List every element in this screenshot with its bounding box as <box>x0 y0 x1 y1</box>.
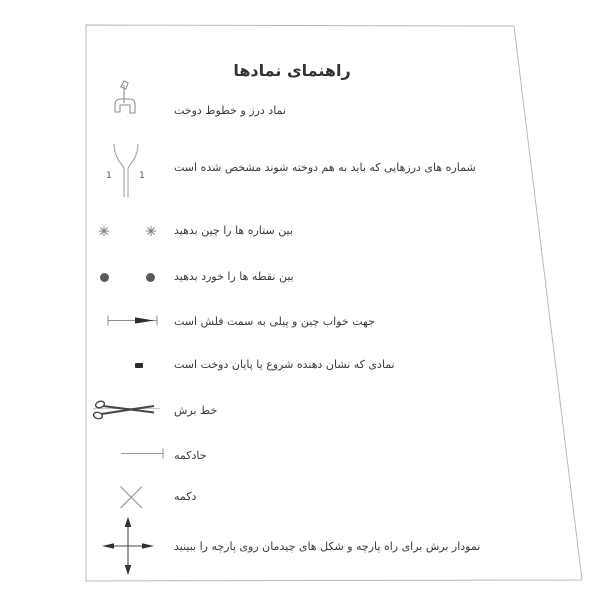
star-icon <box>145 225 157 237</box>
seam-number-left: 1 <box>106 171 112 181</box>
direction-arrow-icon <box>105 314 161 328</box>
star-icon <box>98 225 110 237</box>
legend-label-seam-numbers: شماره های درزهایی که باید به هم دوخته شوند مشخص شده است <box>174 161 476 174</box>
legend-label-grainline: نمودار برش برای راه پارچه و شکل های چیدمان روی پارچه را ببینید <box>174 540 481 553</box>
scissors-icon <box>90 398 164 424</box>
stitch-endpoint-icon <box>135 363 143 368</box>
grainline-cross-icon <box>100 516 156 578</box>
legend-label-cut-line: خط برش <box>174 404 218 417</box>
page-title: راهنمای نمادها <box>233 61 351 80</box>
presser-foot-icon <box>106 78 140 116</box>
button-x-icon <box>118 484 144 510</box>
legend-label-gather-stars: بین ستاره ها را چین بدهید <box>174 224 293 237</box>
buttonhole-icon <box>120 447 168 460</box>
dot-icon <box>100 273 109 282</box>
seam-number-fork-icon <box>100 140 152 200</box>
legend-label-stitch-start-end: نمادی که نشان دهنده شروع یا پایان دوخت است <box>174 358 395 371</box>
legend-label-buttonhole: جادکمه <box>174 449 207 462</box>
legend-label-button: دکمه <box>174 490 197 503</box>
legend-label-ease-dots: بین نقطه ها را خورد بدهید <box>174 270 294 283</box>
seam-number-right: 1 <box>139 171 145 181</box>
legend-label-seam-lines: نماد درز و خطوط دوخت <box>174 104 286 117</box>
dot-icon <box>146 273 155 282</box>
legend-label-pleat-direction: جهت خواب چین و پیلی به سمت فلش است <box>174 315 375 328</box>
